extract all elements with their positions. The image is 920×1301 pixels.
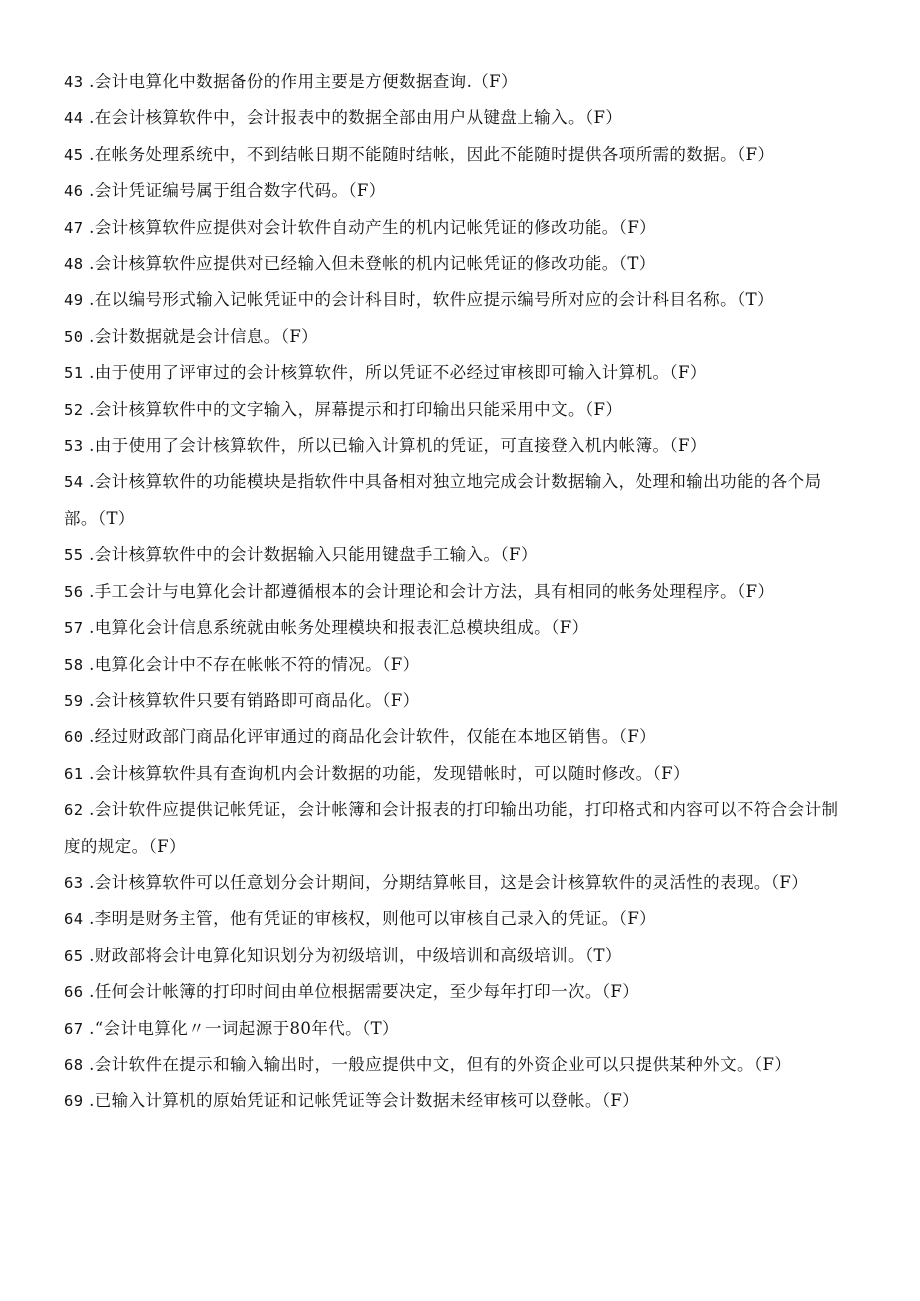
question-56	[64, 574, 854, 610]
question-68	[64, 1047, 854, 1083]
question-57	[64, 610, 854, 646]
question-46	[64, 173, 854, 209]
question-number: 49	[64, 291, 84, 310]
question-66	[64, 974, 854, 1010]
question-text: .“会计电算化〃一词起源于80年代。（T）	[89, 1018, 399, 1038]
question-64	[64, 901, 854, 937]
question-text: .会计电算化中数据备份的作用主要是方便数据查询.（F）	[89, 72, 518, 91]
question-number: 68	[64, 1055, 84, 1074]
question-43	[64, 64, 854, 100]
question-text: .在会计核算软件中，会计报表中的数据全部由用户从键盘上输入。（F）	[89, 108, 623, 128]
question-48	[64, 246, 854, 282]
question-51	[64, 355, 854, 391]
question-63	[64, 865, 854, 901]
question-text: .电算化会计信息系统就由帐务处理模块和报表汇总模块组成。（F）	[89, 618, 589, 638]
question-number: 57	[64, 619, 84, 638]
question-text: .经过财政部门商品化评审通过的商品化会计软件，仅能在本地区销售。（F）	[89, 727, 657, 747]
question-text: .会计核算软件应提供对会计软件自动产生的机内记帐凭证的修改功能。（F）	[89, 217, 657, 237]
question-text: .由于使用了评审过的会计核算软件，所以凭证不必经过审核即可输入计算机。（F）	[89, 363, 707, 383]
question-number: 51	[64, 364, 84, 383]
question-49	[64, 282, 854, 318]
question-text: .在帐务处理系统中，不到结帐日期不能随时结帐，因此不能随时提供各项所需的数据。（F）	[89, 144, 775, 164]
question-number: 67	[64, 1019, 84, 1038]
question-65	[64, 938, 854, 974]
question-text: .会计核算软件中的会计数据输入只能用键盘手工输入。（F）	[89, 545, 538, 565]
question-45	[64, 137, 854, 173]
question-number: 62	[64, 801, 84, 820]
question-number: 48	[64, 255, 84, 274]
question-number: 55	[64, 546, 84, 565]
question-number: 56	[64, 582, 84, 601]
question-text: .会计核算软件中的文字输入，屏幕提示和打印输出只能采用中文。（F）	[89, 399, 623, 419]
question-text: .会计软件在提示和输入输出时，一般应提供中文，但有的外资企业可以只提供某种外文。（F）	[89, 1054, 792, 1074]
question-54	[64, 464, 854, 537]
question-53	[64, 428, 854, 464]
question-59	[64, 683, 854, 719]
question-number: 60	[64, 728, 84, 747]
question-text: .会计数据就是会计信息。（F）	[89, 326, 319, 346]
question-text: .李明是财务主管，他有凭证的审核权，则他可以审核自己录入的凭证。（F）	[89, 909, 657, 929]
question-47	[64, 210, 854, 246]
question-69	[64, 1083, 854, 1119]
question-number: 61	[64, 764, 84, 783]
question-number: 46	[64, 182, 84, 201]
question-number: 54	[64, 473, 84, 492]
question-number: 69	[64, 1092, 84, 1111]
question-58	[64, 647, 854, 683]
question-text: .会计核算软件的功能模块是指软件中具备相对独立地完成会计数据输入，处理和输出功能的各个局部。（T）	[64, 472, 822, 528]
question-number: 52	[64, 400, 84, 419]
question-50	[64, 319, 854, 355]
question-text: .电算化会计中不存在帐帐不符的情况。（F）	[89, 654, 420, 674]
question-text: .财政部将会计电算化知识划分为初级培训，中级培训和高级培训。（T）	[89, 945, 622, 965]
question-62	[64, 792, 854, 865]
question-number: 45	[64, 145, 84, 164]
question-number: 47	[64, 218, 84, 237]
question-text: .在以编号形式输入记帐凭证中的会计科目时，软件应提示编号所对应的会计科目名称。（T）	[89, 290, 774, 310]
question-text: .任何会计帐簿的打印时间由单位根据需要决定，至少每年打印一次。（F）	[89, 982, 640, 1002]
question-number: 59	[64, 691, 84, 710]
question-text: .会计核算软件应提供对已经输入但未登帐的机内记帐凭证的修改功能。（T）	[89, 254, 656, 274]
question-44	[64, 100, 854, 136]
question-60	[64, 719, 854, 755]
question-67	[64, 1011, 854, 1047]
question-number: 50	[64, 327, 84, 346]
question-text: .会计凭证编号属于组合数字代码。（F）	[89, 181, 386, 201]
question-number: 66	[64, 983, 84, 1002]
question-52	[64, 392, 854, 428]
question-text: .会计核算软件可以任意划分会计期间，分期结算帐目，这是会计核算软件的灵活性的表现。（F）	[89, 872, 809, 892]
question-61	[64, 756, 854, 792]
question-number: 64	[64, 910, 84, 929]
question-number: 53	[64, 437, 84, 456]
question-text: .会计核算软件具有查询机内会计数据的功能，发现错帐时，可以随时修改。（F）	[89, 763, 690, 783]
question-number: 58	[64, 655, 84, 674]
question-text: .会计核算软件只要有销路即可商品化。（F）	[89, 690, 420, 710]
question-number: 63	[64, 873, 84, 892]
question-text: .已输入计算机的原始凭证和记帐凭证等会计数据未经审核可以登帐。（F）	[89, 1091, 640, 1111]
question-text: .会计软件应提供记帐凭证，会计帐簿和会计报表的打印输出功能，打印格式和内容可以不符合会计制度的规定。（F）	[64, 800, 839, 856]
question-number: 65	[64, 946, 84, 965]
question-text: .手工会计与电算化会计都遵循根本的会计理论和会计方法，具有相同的帐务处理程序。（F）	[89, 581, 775, 601]
document-page	[64, 64, 854, 1120]
question-55	[64, 537, 854, 573]
question-text: .由于使用了会计核算软件，所以已输入计算机的凭证，可直接登入机内帐簿。（F）	[89, 436, 707, 456]
question-number: 44	[64, 109, 84, 128]
question-number: 43	[64, 73, 84, 91]
